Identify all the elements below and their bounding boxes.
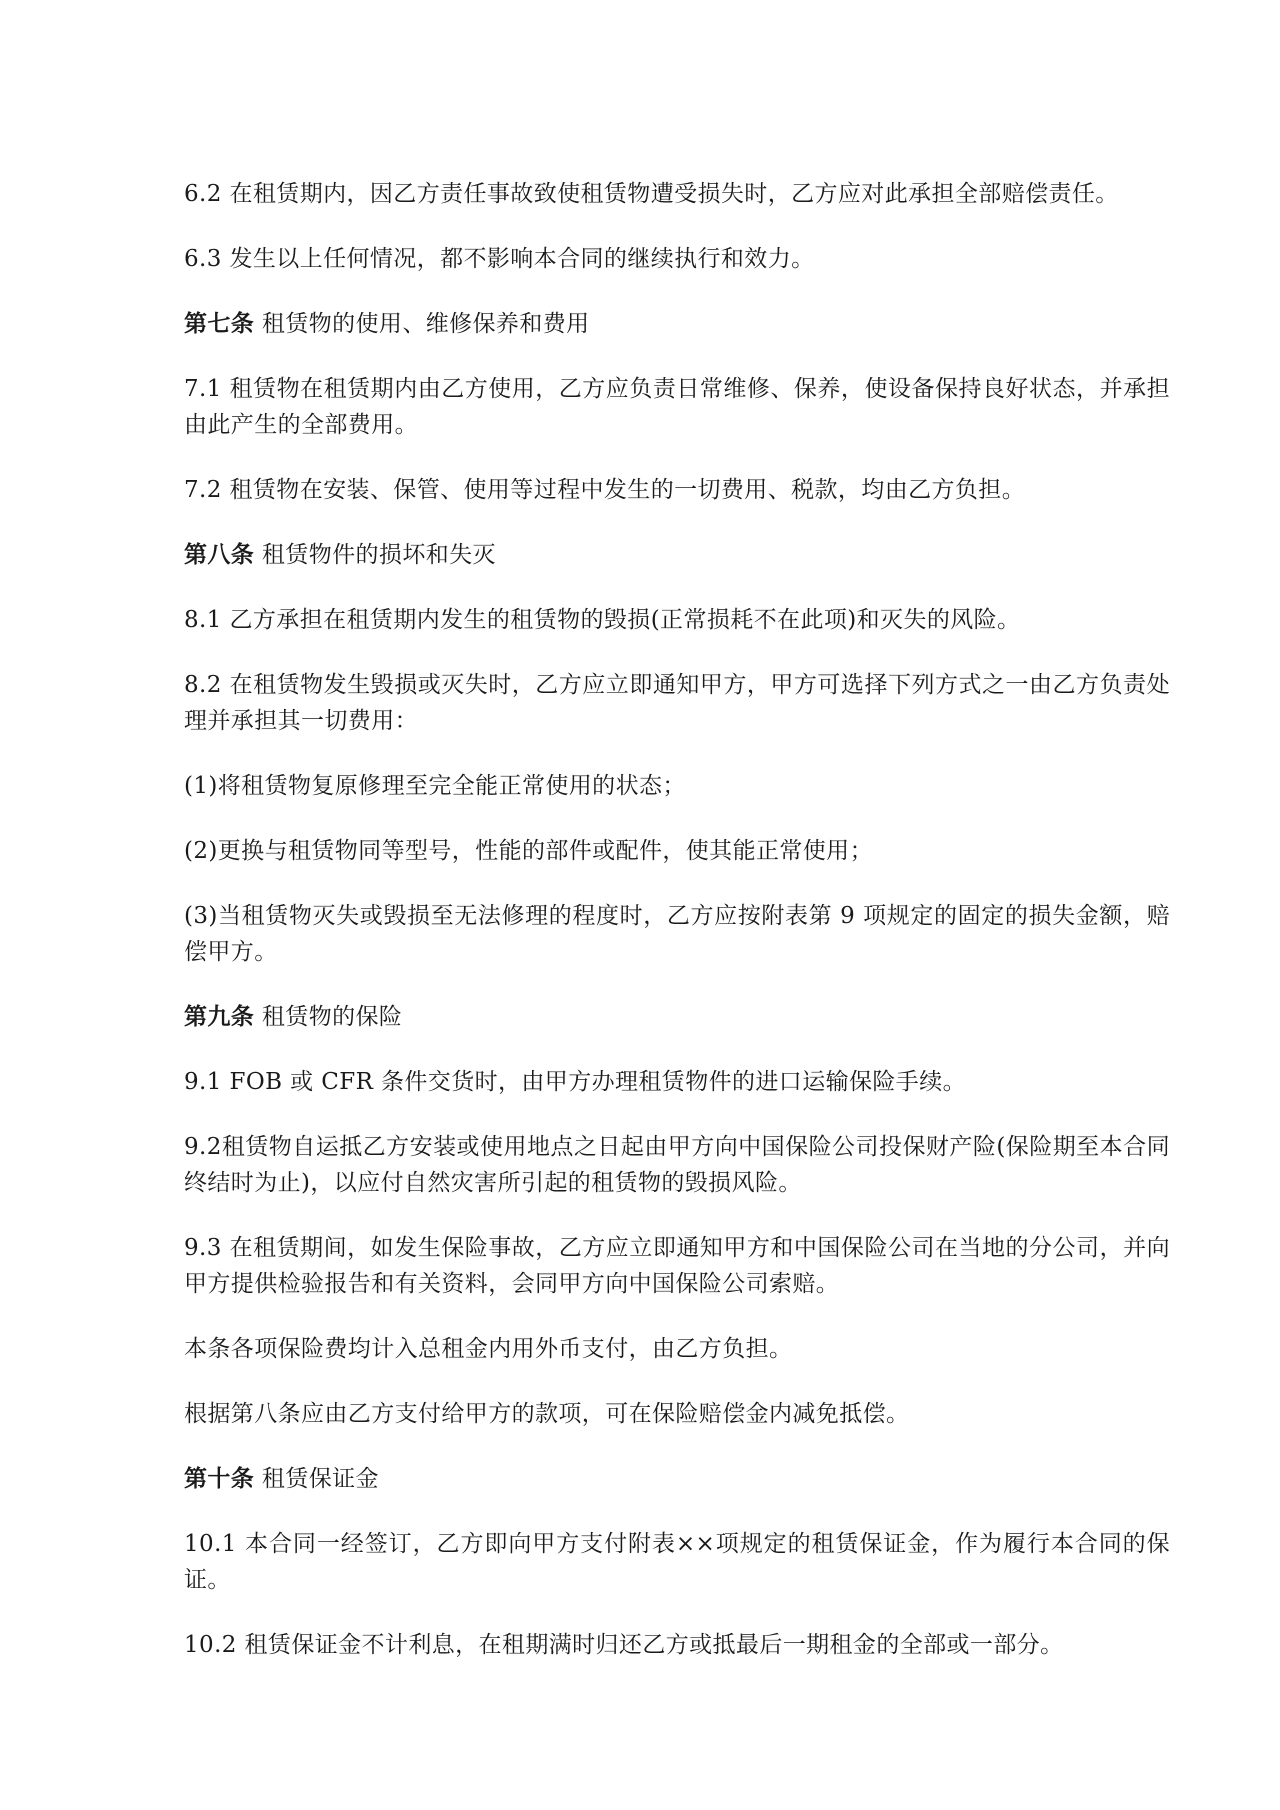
article-7-heading (184, 306, 1170, 342)
clause-8-2-option-2: (2)更换与租赁物同等型号，性能的部件或配件，使其能正常使用； (184, 838, 873, 864)
clause-8-2-option-1: (1)将租赁物复原修理至完全能正常使用的状态； (184, 773, 686, 799)
article-7-title: 租赁物的使用、维修保养和费用 (254, 311, 590, 337)
article-10-heading (184, 1461, 1170, 1497)
article-9-heading (184, 999, 1170, 1035)
clause-9-2: 9.2租赁物自运抵乙方安装或使用地点之日起由甲方向中国保险公司投保财产险(保险期至本合同终结时为止)，以应付自然灾害所引起的租赁物的毁损风险。 (184, 1134, 1170, 1196)
clause-8-1: 8.1 乙方承担在租赁期内发生的租赁物的毁损(正常损耗不在此项)和灭失的风险。 (184, 607, 1021, 633)
clause-8-2-option-3: (3)当租赁物灭失或毁损至无法修理的程度时，乙方应按附表第 9 项规定的固定的损失金额，赔偿甲方。 (184, 903, 1170, 965)
article-9-label: 第九条 (184, 1004, 255, 1030)
clause-7-1: 7.1 租赁物在租赁期内由乙方使用，乙方应负责日常维修、保养，使设备保持良好状态，并承担由此产生的全部费用。 (184, 376, 1170, 438)
clause-9-offset-note: 根据第八条应由乙方支付给甲方的款项，可在保险赔偿金内减免抵偿。 (184, 1401, 910, 1427)
clause-9-1: 9.1 FOB 或 CFR 条件交货时，由甲方办理租赁物件的进口运输保险手续。 (184, 1069, 967, 1095)
clause-6-3: 6.3 发生以上任何情况，都不影响本合同的继续执行和效力。 (184, 246, 815, 272)
article-8-heading (184, 537, 1170, 573)
clause-9-premium-note: 本条各项保险费均计入总租金内用外币支付，由乙方负担。 (184, 1336, 793, 1362)
article-7-label: 第七条 (184, 311, 255, 337)
clause-6-2: 6.2 在租赁期内，因乙方责任事故致使租赁物遭受损失时，乙方应对此承担全部赔偿责任。 (184, 181, 1119, 207)
clause-10-1: 10.1 本合同一经签订，乙方即向甲方支付附表××项规定的租赁保证金，作为履行本合同的保证。 (184, 1531, 1170, 1593)
article-10-title: 租赁保证金 (254, 1466, 379, 1492)
article-8-title: 租赁物件的损坏和失灭 (254, 542, 496, 568)
article-9-title: 租赁物的保险 (254, 1004, 403, 1030)
article-8-label: 第八条 (184, 542, 255, 568)
clause-8-2: 8.2 在租赁物发生毁损或灭失时，乙方应立即通知甲方，甲方可选择下列方式之一由乙方负责处理并承担其一切费用： (184, 672, 1170, 734)
clause-10-2: 10.2 租赁保证金不计利息，在租期满时归还乙方或抵最后一期租金的全部或一部分。 (184, 1632, 1064, 1658)
clause-9-3: 9.3 在租赁期间，如发生保险事故，乙方应立即通知甲方和中国保险公司在当地的分公司，并向甲方提供检验报告和有关资料，会同甲方向中国保险公司索赔。 (184, 1235, 1170, 1297)
clause-7-2: 7.2 租赁物在安装、保管、使用等过程中发生的一切费用、税款，均由乙方负担。 (184, 477, 1026, 503)
article-10-label: 第十条 (184, 1466, 255, 1492)
